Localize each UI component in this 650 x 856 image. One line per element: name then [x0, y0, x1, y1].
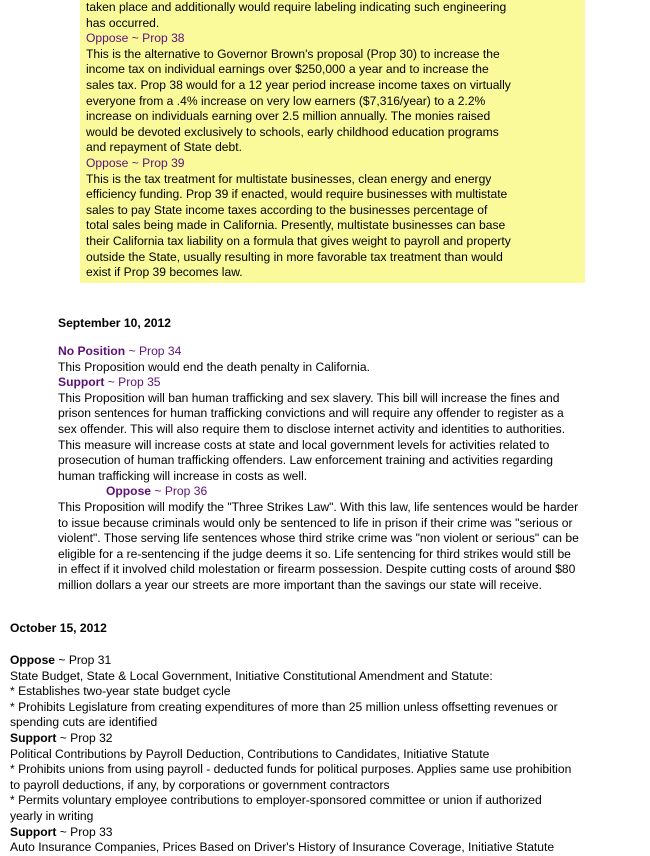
body-line: This measure will increase costs at state and local government levels for activities related to — [58, 437, 550, 452]
body-line: would be devoted exclusively to schools, early childhood education programs — [86, 124, 499, 139]
body-line: Auto Insurance Companies, Prices Based on Driver's History of Insurance Coverage, Initiative Statute — [10, 840, 555, 855]
stance-label: Support — [10, 730, 57, 745]
body-line: exist if Prop 39 becomes law. — [86, 265, 243, 280]
stance-label: No Position — [58, 344, 126, 358]
body-line: This Proposition will modify the "Three Strikes Law". With this law, life sentences would be harder — [58, 499, 579, 514]
body-line: in effect if it involved child molestation or firearm possession. Despite cutting costs of around $80 — [58, 562, 576, 577]
body-line: their California tax liability on a formula that gives weight to payroll and property — [86, 233, 511, 248]
body-line: to issue because criminals would only be sentenced to life in prison if their crime was "serious or — [58, 515, 573, 530]
stance-label: Oppose — [86, 31, 129, 46]
september-entries — [58, 344, 579, 594]
stance-label: Support — [10, 824, 57, 839]
section-date: September 10, 2012 — [58, 316, 171, 330]
body-line: eligible for a re-sentencing if the judge deems it so. Life sentencing for third strikes would still be — [58, 546, 571, 561]
body-line: human trafficking will increase in costs as well. — [58, 468, 308, 483]
body-line: This Proposition will ban human trafficking and sex slavery. This bill will increase the fines and — [58, 390, 560, 405]
body-line: sales to pay State income taxes according to the businesses percentage of — [86, 202, 488, 217]
intro-line: taken place and additionally would require labeling indicating such engineering — [86, 0, 507, 14]
prop-label: ~ Prop 33 — [59, 824, 113, 839]
body-line: outside the State, usually resulting in more favorable tax treatment than would — [86, 249, 503, 264]
body-line: * Establishes two-year state budget cycle — [10, 684, 231, 699]
body-line: total sales being made in California. Presently, multistate businesses can base — [86, 218, 506, 233]
stance-label: Support — [58, 375, 105, 390]
body-line: sales tax. Prop 38 would for a 12 year period increase income taxes on virtually — [86, 77, 511, 92]
body-line: This is the alternative to Governor Brown's proposal (Prop 30) to increase the — [86, 46, 500, 61]
prop-label: ~ Prop 31 — [58, 653, 112, 667]
body-line: * Prohibits unions from using payroll - deducted funds for political purposes. Applies same use prohibition — [10, 762, 572, 777]
prop-label: ~ Prop 32 — [59, 730, 113, 745]
body-line: This is the tax treatment for multistate businesses, clean energy and energy — [86, 171, 492, 186]
body-line: spending cuts are identified — [10, 715, 158, 730]
body-line: increase on individuals earning over 2.5 million annually. The monies raised — [86, 109, 491, 124]
entry-heading — [58, 484, 579, 500]
body-line: sex offender. This will also require them to disclose internet activity and identities to authorities. — [58, 421, 566, 436]
body-line: * Prohibits Legislature from creating expenditures of more than 25 million unless offsetting revenues or — [10, 699, 558, 714]
body-line: everyone from a .4% increase on very low earners ($7,316/year) to a 2.2% — [86, 93, 486, 108]
prop-label: ~ Prop 35 — [107, 375, 161, 390]
body-line: yearly in writing — [10, 808, 94, 823]
entry-heading — [86, 31, 581, 47]
prop-label: ~ Prop 38 — [131, 31, 185, 46]
prop-label: ~ Prop 36 — [154, 484, 208, 499]
entry-heading — [86, 156, 581, 172]
body-line: This Proposition would end the death penalty in California. — [58, 359, 370, 374]
stance-label: Oppose — [86, 155, 129, 170]
prop-label: ~ Prop 39 — [131, 155, 185, 170]
entry-heading — [10, 653, 571, 669]
body-line: million dollars a year our streets are more important than the savings our state will receive. — [58, 577, 542, 592]
body-line: Political Contributions by Payroll Deduction, Contributions to Candidates, Initiative Statute — [10, 746, 490, 761]
body-line: efficiency funding. Prop 39 if enacted, would require businesses with multistate — [86, 187, 508, 202]
entry-heading — [58, 375, 579, 391]
body-line: * Permits voluntary employee contributions to employer-sponsored committee or union if authorized — [10, 793, 542, 808]
entry-heading — [10, 825, 571, 841]
section-date: October 15, 2012 — [10, 621, 107, 635]
body-line: to payroll deductions, if any, by corporations or government contractors — [10, 777, 390, 792]
october-entries — [10, 653, 571, 856]
entry-heading — [10, 731, 571, 747]
prop-label: ~ Prop 34 — [128, 344, 182, 358]
body-line: State Budget, State & Local Government, Initiative Constitutional Amendment and Statute: — [10, 668, 493, 683]
highlighted-section — [80, 0, 585, 283]
body-line: income tax on individual earnings over $250,000 a year and to increase the — [86, 62, 489, 77]
intro-line: has occurred. — [86, 15, 160, 30]
body-line: violent". Those serving life sentences whose third strike crime was "non violent or serious" can be — [58, 531, 579, 546]
body-line: and repayment of State debt. — [86, 140, 242, 155]
body-line: prison sentences for human trafficking convictions and will require any offender to register as a — [58, 406, 564, 421]
stance-label: Oppose — [106, 484, 152, 499]
entry-heading — [58, 344, 579, 360]
body-line: prosecution of human trafficking offenders. Law enforcement training and activities regarding — [58, 453, 554, 468]
stance-label: Oppose — [10, 653, 56, 667]
